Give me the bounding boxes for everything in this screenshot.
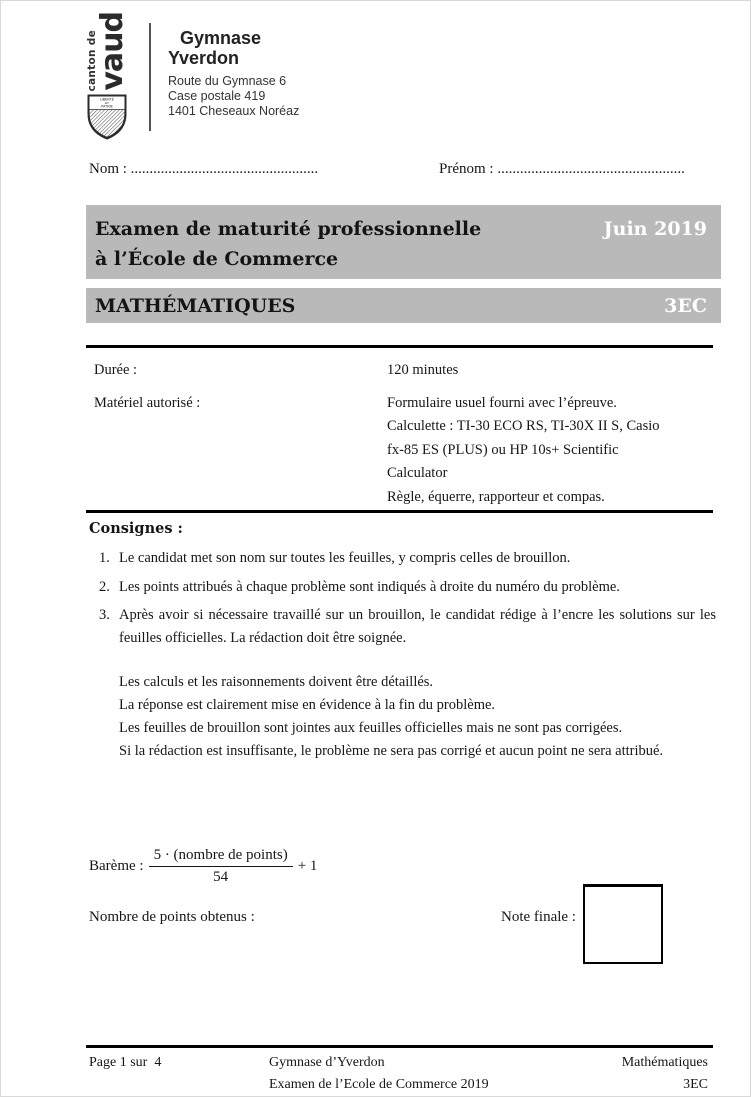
materiel-row bbox=[86, 392, 713, 510]
table-bottom-rule bbox=[86, 510, 713, 513]
consignes-heading: Consignes : bbox=[89, 520, 183, 537]
document-header bbox=[86, 12, 300, 140]
duree-value: 120 minutes bbox=[387, 362, 459, 378]
duree-label: Durée : bbox=[94, 362, 138, 378]
materiel-value-line: Formulaire usuel fourni avec l’épreuve. bbox=[387, 394, 617, 411]
exam-title-line1: Examen de maturité professionnelle bbox=[95, 218, 482, 240]
consignes-paragraph bbox=[119, 671, 717, 763]
materiel-values bbox=[387, 392, 713, 510]
consignes-list bbox=[86, 547, 717, 649]
footer-right-block bbox=[622, 1052, 708, 1096]
canton-vaud-wordmark bbox=[86, 12, 130, 91]
footer-center-block bbox=[269, 1052, 622, 1096]
materiel-value-line: Calculator bbox=[387, 465, 448, 481]
exam-title-line2: à l’École de Commerce bbox=[95, 248, 339, 270]
materiel-value-line: Calculette : TI-30 ECO RS, TI-30X II S, Casio bbox=[387, 418, 660, 434]
shield-motto-line3: PATRIE bbox=[101, 104, 113, 109]
exam-date: Juin 2019 bbox=[603, 218, 707, 240]
final-grade-box bbox=[583, 884, 663, 964]
exam-info-table bbox=[86, 359, 713, 509]
paragraph-line: Les feuilles de brouillon sont jointes aux feuilles officielles mais ne sont pas corrigées. bbox=[119, 720, 623, 736]
prenom-field: Prénom : .................................................. bbox=[439, 161, 685, 177]
class-code: 3EC bbox=[664, 294, 707, 317]
consigne-text: Le candidat met son nom sur toutes les feuilles, y compris celles de brouillon. bbox=[119, 550, 571, 566]
points-obtained-label: Nombre de points obtenus : bbox=[89, 909, 255, 925]
consigne-item bbox=[86, 547, 717, 570]
bareme-fraction bbox=[149, 847, 293, 886]
shield-motto-line2: ET bbox=[105, 101, 109, 105]
school-name-line2: Yverdon bbox=[168, 48, 240, 68]
consigne-number: 2. bbox=[99, 578, 110, 595]
fraction-numerator: 5 · (nombre de points) bbox=[149, 847, 293, 867]
name-row bbox=[86, 161, 717, 183]
exam-title-banner bbox=[86, 205, 721, 279]
footer-rule bbox=[86, 1045, 713, 1048]
vaud-text: vaud bbox=[95, 12, 130, 91]
final-grade-label: Note finale : bbox=[501, 909, 576, 925]
footer-exam: Examen de l’Ecole de Commerce 2019 bbox=[269, 1077, 489, 1092]
subject-banner bbox=[86, 288, 721, 323]
materiel-label: Matériel autorisé : bbox=[94, 394, 201, 411]
address-line: Case postale 419 bbox=[168, 89, 266, 103]
consigne-text: Après avoir si nécessaire travaillé sur un brouillon, le candidat rédige à l’encre les solutions sur les feuilles officielles. La rédaction doit être soignée. bbox=[119, 607, 716, 646]
bareme-formula bbox=[89, 842, 317, 890]
footer-class: 3EC bbox=[683, 1077, 708, 1092]
subject-title: MATHÉMATIQUES bbox=[95, 294, 296, 317]
vaud-shield-icon bbox=[87, 94, 127, 140]
bareme-suffix: + 1 bbox=[297, 857, 318, 874]
materiel-value-line: fx-85 ES (PLUS) ou HP 10s+ Scientific bbox=[387, 441, 619, 458]
canton-vaud-logo bbox=[86, 12, 134, 140]
footer-school: Gymnase d’Yverdon bbox=[269, 1055, 385, 1070]
bareme-label: Barème : bbox=[89, 857, 144, 874]
consigne-item bbox=[86, 604, 717, 649]
duree-row bbox=[86, 359, 713, 383]
fraction-denominator: 54 bbox=[213, 868, 229, 885]
paragraph-line: La réponse est clairement mise en évidence à la fin du problème. bbox=[119, 697, 496, 713]
address-line: Route du Gymnase 6 bbox=[168, 74, 287, 88]
school-address-block bbox=[168, 28, 299, 140]
consigne-item bbox=[86, 576, 717, 599]
canton-de-text: canton de bbox=[86, 29, 98, 91]
consigne-number: 1. bbox=[99, 550, 110, 566]
footer-subject: Mathématiques bbox=[621, 1055, 708, 1070]
consigne-text: Les points attribués à chaque problème sont indiqués à droite du numéro du problème. bbox=[119, 578, 620, 595]
paragraph-line: Les calculs et les raisonnements doivent être détaillés. bbox=[119, 674, 434, 690]
header-divider bbox=[149, 23, 151, 131]
page-number: Page 1 sur 4 bbox=[89, 1055, 162, 1070]
paragraph-line: Si la rédaction est insuffisante, le problème ne sera pas corrigé et aucun point ne sera attribué. bbox=[119, 743, 664, 759]
school-name-line1: Gymnase bbox=[180, 28, 262, 48]
consignes-section bbox=[86, 520, 717, 763]
table-top-rule bbox=[86, 345, 713, 348]
consigne-number: 3. bbox=[99, 607, 110, 623]
nom-field: Nom : .................................................. bbox=[89, 161, 319, 177]
shield-motto-line1: LIBERTÉ bbox=[99, 97, 115, 102]
address-line: 1401 Cheseaux Noréaz bbox=[168, 104, 300, 118]
materiel-value-line: Règle, équerre, rapporteur et compas. bbox=[387, 488, 605, 505]
page-footer bbox=[86, 1052, 708, 1096]
